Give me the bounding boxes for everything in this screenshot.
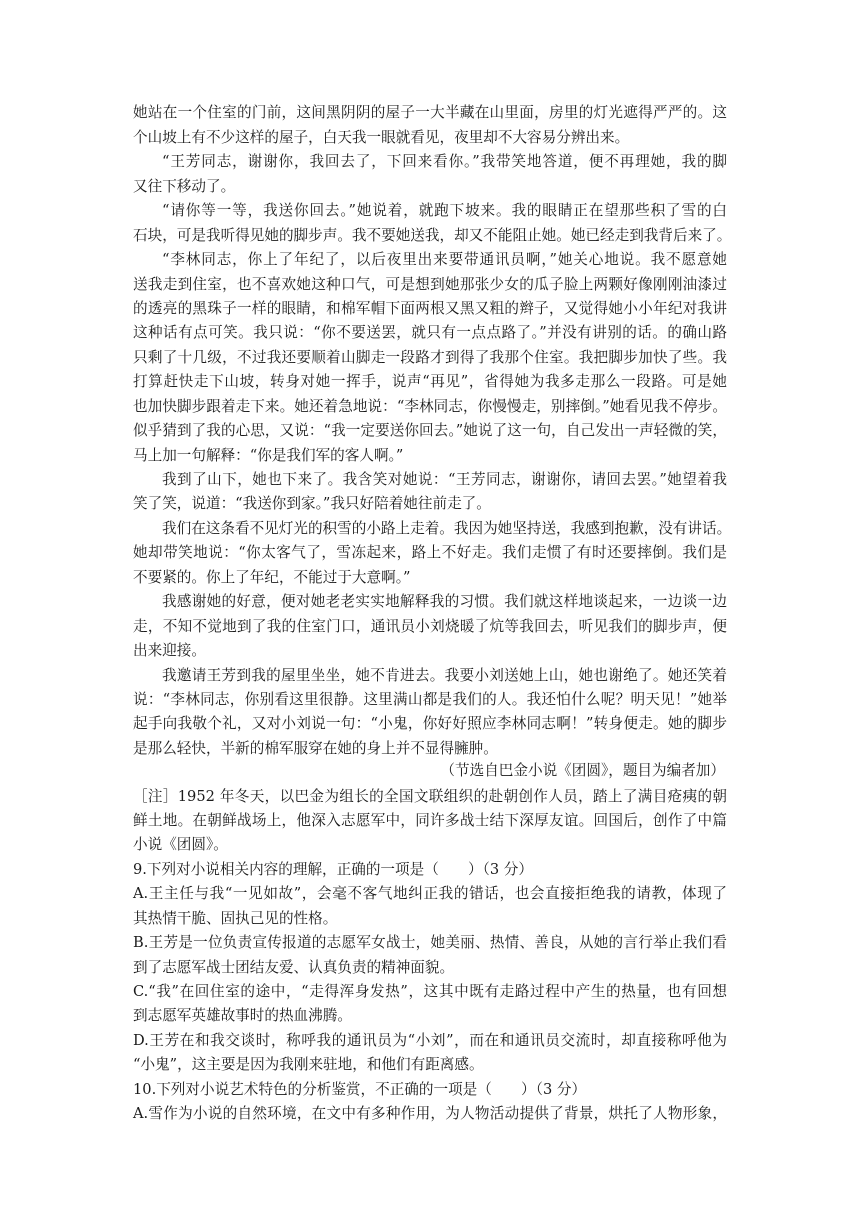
story-line: 是那么轻快，半新的棉军服穿在她的身上并不显得臃肿。	[133, 740, 498, 757]
note-line: ［注］1952 年冬天，以巴金为组长的全国文联组织的赴朝创作人员，踏上了满目疮痍的朝	[133, 788, 727, 805]
question-option: 到了志愿军战士团结友爱、认真负责的精神面貌。	[133, 959, 455, 976]
story-line: 我感谢她的好意，便对她老老实实地解释我的习惯。我们就这样地谈起来，一边谈一边	[162, 593, 727, 610]
question-stem: 9.下列对小说相关内容的理解，正确的一项是（ ）（3 分）	[133, 861, 533, 878]
question-option: “小鬼”，这主要是因为我刚来驻地，和他们有距离感。	[133, 1056, 484, 1073]
story-line: 马上加一句解释：“你是我们军的客人啊。”	[133, 447, 404, 464]
story-line: 个山坡上有不少这样的屋子，白天我一眼就看见，夜里却不大容易分辨出来。	[133, 129, 630, 146]
question-option: 到志愿军英雄故事时的热血沸腾。	[133, 1007, 352, 1024]
story-line: 这种话有点可笑。我只说：“你不要送罢，就只有一点点路了。”并没有讲别的话。的确山路	[133, 324, 727, 341]
story-line: “请你等一等，我送你回去。”她说着，就跑下坡来。我的眼睛正在望那些积了雪的白	[162, 202, 727, 219]
story-line: 似乎猜到了我的心思，又说：“我一定要送你回去。”她说了这一句，自己发出一声轻微的笑，	[133, 422, 727, 439]
question-option: B.王芳是一位负责宣传报道的志愿军女战士，她美丽、热情、善良，从她的言行举止我们看	[133, 934, 727, 951]
story-line: “李林同志，你上了年纪了，以后夜里出来要带通讯员啊，”她关心地说。我不愿意她	[162, 251, 727, 268]
story-line: 我到了山下，她也下来了。我含笑对她说：“王芳同志，谢谢你，请回去罢。”她望着我	[162, 471, 727, 488]
story-line: 的透亮的黑珠子一样的眼睛，和棉军帽下面两根又黑又粗的辫子，又觉得她小小年纪对我讲	[133, 300, 727, 317]
story-line: 说：“李林同志，你别看这里很静。这里满山都是我们的人。我还怕什么呢？明天见！”她举	[133, 691, 727, 708]
question-option: 其热情干脆、固执己见的性格。	[133, 910, 338, 927]
story-line: 送我走到住室，也不喜欢她这种口气，可是想到她那张少女的瓜子脸上两颗好像刚刚油漆过	[133, 276, 727, 293]
story-line: 我邀请王芳到我的屋里坐坐，她不肯进去。我要小刘送她上山，她也谢绝了。她还笑着	[162, 667, 727, 684]
question-stem: 10.下列对小说艺术特色的分析鉴赏，不正确的一项是（ ）（3 分）	[133, 1081, 587, 1098]
story-line: 不要紧的。你上了年纪，不能过于大意啊。”	[133, 569, 411, 586]
note-line: 小说《团圆》。	[133, 836, 228, 853]
note-line: 鲜土地。在朝鲜战场上，他深入志愿军中，同许多战士结下深厚友谊。回国后，创作了中篇	[133, 812, 727, 829]
story-line: 也加快脚步跟着走下来。她还着急地说：“李林同志，你慢慢走，别摔倒。”她看见我不停步。	[133, 398, 727, 415]
question-option: A.雪作为小说的自然环境，在文中有多种作用，为人物活动提供了背景，烘托了人物形象，	[133, 1105, 727, 1122]
source-note: （节选自巴金小说《团圆》，题目为编者加）	[440, 762, 725, 779]
story-line: 笑了笑，说道：“我送你到家。”我只好陪着她往前走了。	[133, 495, 491, 512]
story-line: 打算赶快走下山坡，转身对她一挥手，说声“再见”，省得她为我多走那么一段路。可是她	[133, 373, 727, 390]
story-line: 我们在这条看不见灯光的积雪的小路上走着。我因为她坚持送，我感到抱歉，没有讲话。	[162, 520, 732, 537]
question-option: A.王主任与我“一见如故”，会毫不客气地纠正我的错话，也会直接拒绝我的请教，体现了	[133, 885, 727, 902]
question-option: C.“我”在回住室的途中，“走得浑身发热”，这其中既有走路过程中产生的热量，也有回想	[133, 983, 727, 1000]
story-line: 她站在一个住室的门前，这间黑阴阴的屋子一大半藏在山里面，房里的灯光遮得严严的。这	[133, 104, 727, 121]
story-line: 出来迎接。	[133, 642, 206, 659]
story-line: 石块，可是我听得见她的脚步声。我不要她送我，却又不能阻止她。她已经走到我背后来了。	[133, 227, 732, 244]
story-line: 起手向我敬个礼，又对小刘说一句：“小鬼，你好好照应李林同志啊！”转身便走。她的脚步	[133, 715, 727, 732]
question-option: D.王芳在和我交谈时，称呼我的通讯员为“小刘”，而在和通讯员交流时，却直接称呼他为	[133, 1032, 727, 1049]
story-line: 又往下移动了。	[133, 178, 236, 195]
story-line: 只剩了十几级，不过我还要顺着山脚走一段路才到得了我那个住室。我把脚步加快了些。我	[133, 349, 727, 366]
story-line: “王芳同志，谢谢你，我回去了，下回来看你。”我带笑地答道，便不再理她，我的脚	[162, 153, 727, 170]
story-line: 她却带笑地说：“你太客气了，雪冻起来，路上不好走。我们走惯了有时还要摔倒。我们是	[133, 544, 727, 561]
story-line: 走，不知不觉地到了我的住室门口，通讯员小刘烧暖了炕等我回去，听见我们的脚步声，便	[133, 618, 727, 635]
